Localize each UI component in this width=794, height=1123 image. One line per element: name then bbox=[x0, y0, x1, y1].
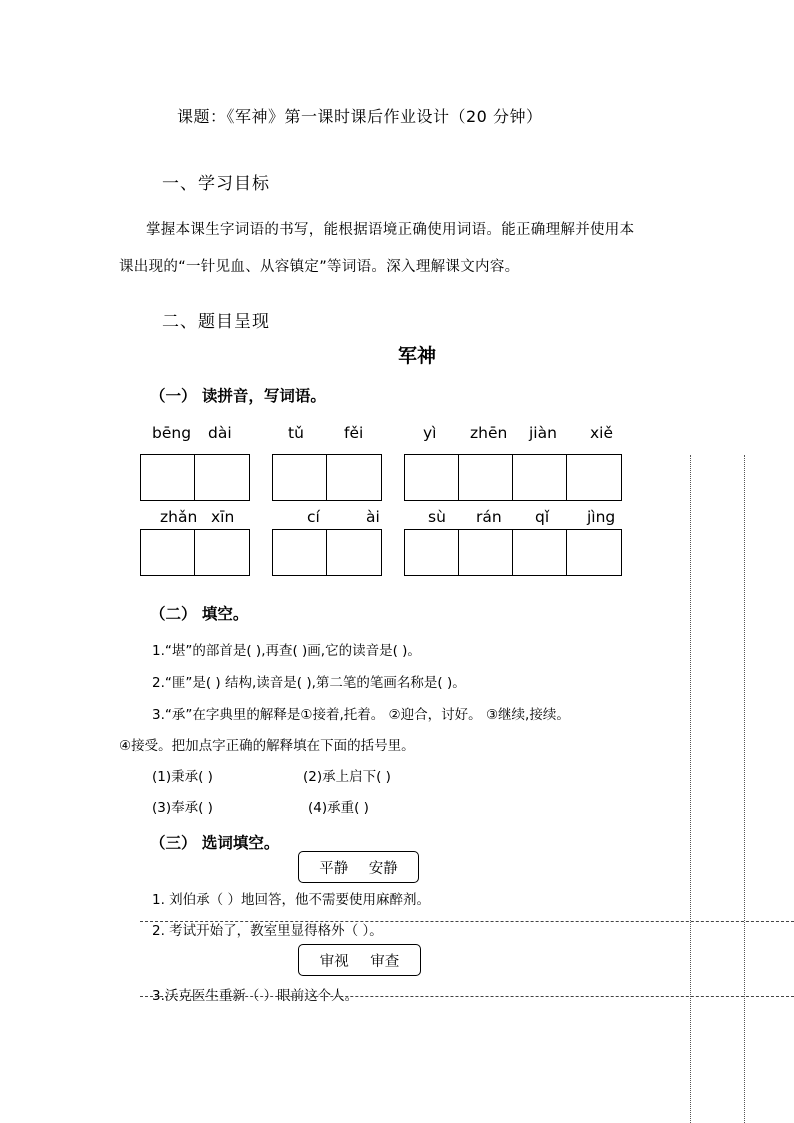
goals-text-line2: 课出现的“一针见血、从容镇定”等词语。深入理解课文内容。 bbox=[119, 259, 520, 275]
pinyin: sù bbox=[428, 508, 446, 526]
word-option: 安静 bbox=[368, 860, 398, 877]
lesson-title: 军神 bbox=[397, 345, 436, 367]
writing-grid[interactable] bbox=[272, 454, 382, 501]
pinyin: ài bbox=[366, 508, 380, 526]
word-choice-box bbox=[298, 851, 419, 883]
pinyin: qǐ bbox=[535, 508, 550, 526]
question-1: 1.“堪”的部首是( ),再查( )画,它的读音是( )。 bbox=[152, 643, 421, 659]
pinyin: xīn bbox=[211, 508, 235, 526]
writing-grid[interactable] bbox=[140, 529, 250, 576]
word-option: 审查 bbox=[370, 953, 400, 970]
sentence-3: 3.沃克医生重新（ ）眼前这个人。 bbox=[152, 988, 359, 1004]
binding-line bbox=[744, 455, 745, 1123]
option-3: (3)奉承( ) bbox=[152, 800, 213, 816]
pinyin: cí bbox=[307, 508, 320, 526]
pinyin: fěi bbox=[344, 424, 364, 442]
question-2: 2.“匪”是( ) 结构,读音是( ),第二笔的笔画名称是( )。 bbox=[152, 675, 466, 691]
pinyin: jìng bbox=[587, 508, 616, 526]
binding-line bbox=[690, 455, 691, 1123]
writing-grid[interactable] bbox=[140, 454, 250, 501]
part3-heading: （三） 选词填空。 bbox=[150, 834, 280, 852]
word-option: 审视 bbox=[319, 953, 349, 970]
option-2: (2)承上启下( ) bbox=[303, 769, 391, 785]
question-3-cont: ④接受。把加点字正确的解释填在下面的括号里。 bbox=[119, 738, 415, 754]
option-1: (1)秉承( ) bbox=[152, 769, 213, 785]
pinyin: yì bbox=[423, 424, 437, 442]
question-3: 3.“承”在字典里的解释是①接着,托着。 ②迎合，讨好。 ③继续,接续。 bbox=[152, 707, 570, 723]
pinyin: bēng bbox=[152, 424, 192, 442]
writing-grid[interactable] bbox=[404, 529, 622, 576]
pinyin: xiě bbox=[590, 424, 614, 442]
cut-line bbox=[140, 996, 794, 997]
part2-heading: （二） 填空。 bbox=[150, 605, 249, 623]
cut-line bbox=[140, 921, 794, 922]
pinyin: zhǎn bbox=[160, 508, 198, 526]
sentence-2: 2. 考试开始了，教室里显得格外（ ）。 bbox=[152, 923, 383, 939]
writing-grid[interactable] bbox=[272, 529, 382, 576]
part1-heading: （一） 读拼音，写词语。 bbox=[150, 387, 326, 405]
section-heading-questions: 二、题目呈现 bbox=[162, 312, 270, 332]
section-heading-goals: 一、学习目标 bbox=[162, 174, 270, 194]
writing-grid[interactable] bbox=[404, 454, 622, 501]
pinyin: rán bbox=[476, 508, 502, 526]
sentence-1: 1. 刘伯承（ ）地回答，他不需要使用麻醉剂。 bbox=[152, 892, 430, 908]
pinyin: tǔ bbox=[288, 424, 304, 442]
word-choice-box bbox=[298, 944, 421, 976]
pinyin: zhēn bbox=[470, 424, 508, 442]
word-option: 平静 bbox=[319, 860, 349, 877]
goals-text-line1: 掌握本课生字词语的书写，能根据语境正确使用词语。能正确理解并使用本 bbox=[146, 222, 635, 238]
pinyin: dài bbox=[208, 424, 232, 442]
page-title: 课题：《军神》第一课时课后作业设计（20 分钟） bbox=[177, 107, 543, 126]
option-4: (4)承重( ) bbox=[308, 800, 369, 816]
pinyin: jiàn bbox=[529, 424, 557, 442]
